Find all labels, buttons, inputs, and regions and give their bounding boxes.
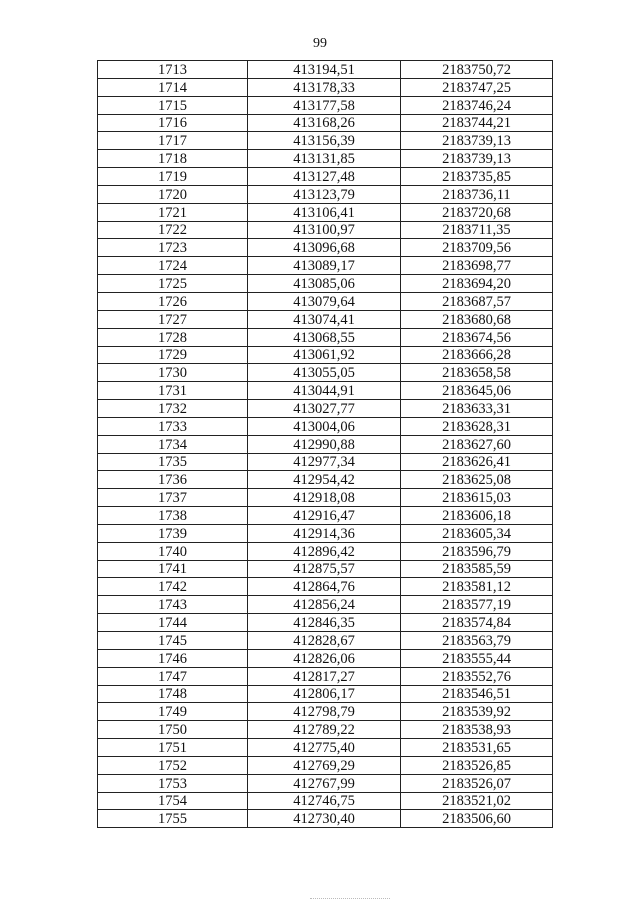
y-coordinate-cell: 2183658,58 xyxy=(401,364,553,382)
x-coordinate-cell: 413096,68 xyxy=(248,239,401,257)
table-row xyxy=(98,810,553,828)
x-coordinate-cell: 412875,57 xyxy=(248,560,401,578)
point-number-cell: 1740 xyxy=(98,542,248,560)
y-coordinate-cell: 2183531,65 xyxy=(401,739,553,757)
point-number-cell: 1749 xyxy=(98,703,248,721)
x-coordinate-cell: 413074,41 xyxy=(248,310,401,328)
y-coordinate-cell: 2183615,03 xyxy=(401,489,553,507)
x-coordinate-cell: 413068,55 xyxy=(248,328,401,346)
x-coordinate-cell: 413061,92 xyxy=(248,346,401,364)
x-coordinate-cell: 412767,99 xyxy=(248,774,401,792)
point-number-cell: 1731 xyxy=(98,382,248,400)
point-number-cell: 1746 xyxy=(98,649,248,667)
point-number-cell: 1735 xyxy=(98,453,248,471)
point-number-cell: 1734 xyxy=(98,435,248,453)
y-coordinate-cell: 2183605,34 xyxy=(401,524,553,542)
table-row xyxy=(98,756,553,774)
x-coordinate-cell: 412896,42 xyxy=(248,542,401,560)
y-coordinate-cell: 2183739,13 xyxy=(401,150,553,168)
x-coordinate-cell: 412954,42 xyxy=(248,471,401,489)
y-coordinate-cell: 2183539,92 xyxy=(401,703,553,721)
y-coordinate-cell: 2183552,76 xyxy=(401,667,553,685)
x-coordinate-cell: 412746,75 xyxy=(248,792,401,810)
x-coordinate-cell: 412856,24 xyxy=(248,596,401,614)
table-row xyxy=(98,346,553,364)
point-number-cell: 1748 xyxy=(98,685,248,703)
y-coordinate-cell: 2183574,84 xyxy=(401,614,553,632)
point-number-cell: 1755 xyxy=(98,810,248,828)
x-coordinate-cell: 413156,39 xyxy=(248,132,401,150)
table-row xyxy=(98,185,553,203)
y-coordinate-cell: 2183645,06 xyxy=(401,382,553,400)
x-coordinate-cell: 412846,35 xyxy=(248,614,401,632)
y-coordinate-cell: 2183746,24 xyxy=(401,96,553,114)
coordinates-table xyxy=(97,60,553,828)
point-number-cell: 1729 xyxy=(98,346,248,364)
point-number-cell: 1722 xyxy=(98,221,248,239)
y-coordinate-cell: 2183563,79 xyxy=(401,632,553,650)
point-number-cell: 1754 xyxy=(98,792,248,810)
point-number-cell: 1732 xyxy=(98,400,248,418)
y-coordinate-cell: 2183694,20 xyxy=(401,275,553,293)
y-coordinate-cell: 2183736,11 xyxy=(401,185,553,203)
y-coordinate-cell: 2183666,28 xyxy=(401,346,553,364)
point-number-cell: 1717 xyxy=(98,132,248,150)
x-coordinate-cell: 413178,33 xyxy=(248,78,401,96)
x-coordinate-cell: 412789,22 xyxy=(248,721,401,739)
table-row xyxy=(98,203,553,221)
x-coordinate-cell: 412828,67 xyxy=(248,632,401,650)
table-row xyxy=(98,739,553,757)
table-row xyxy=(98,114,553,132)
y-coordinate-cell: 2183526,85 xyxy=(401,756,553,774)
table-row xyxy=(98,560,553,578)
table-row xyxy=(98,61,553,79)
table-row xyxy=(98,489,553,507)
x-coordinate-cell: 413123,79 xyxy=(248,185,401,203)
x-coordinate-cell: 412769,29 xyxy=(248,756,401,774)
point-number-cell: 1716 xyxy=(98,114,248,132)
table-row xyxy=(98,96,553,114)
y-coordinate-cell: 2183709,56 xyxy=(401,239,553,257)
point-number-cell: 1742 xyxy=(98,578,248,596)
x-coordinate-cell: 413027,77 xyxy=(248,400,401,418)
x-coordinate-cell: 412990,88 xyxy=(248,435,401,453)
y-coordinate-cell: 2183577,19 xyxy=(401,596,553,614)
x-coordinate-cell: 413079,64 xyxy=(248,292,401,310)
y-coordinate-cell: 2183698,77 xyxy=(401,257,553,275)
table-row xyxy=(98,596,553,614)
table-row xyxy=(98,649,553,667)
x-coordinate-cell: 412864,76 xyxy=(248,578,401,596)
point-number-cell: 1750 xyxy=(98,721,248,739)
x-coordinate-cell: 412914,36 xyxy=(248,524,401,542)
point-number-cell: 1720 xyxy=(98,185,248,203)
x-coordinate-cell: 412730,40 xyxy=(248,810,401,828)
point-number-cell: 1723 xyxy=(98,239,248,257)
table-row xyxy=(98,168,553,186)
table-row xyxy=(98,721,553,739)
table-row xyxy=(98,239,553,257)
x-coordinate-cell: 413100,97 xyxy=(248,221,401,239)
x-coordinate-cell: 412806,17 xyxy=(248,685,401,703)
scan-artifact-line xyxy=(310,898,390,899)
point-number-cell: 1751 xyxy=(98,739,248,757)
point-number-cell: 1730 xyxy=(98,364,248,382)
y-coordinate-cell: 2183720,68 xyxy=(401,203,553,221)
point-number-cell: 1752 xyxy=(98,756,248,774)
x-coordinate-cell: 412775,40 xyxy=(248,739,401,757)
table-row xyxy=(98,774,553,792)
table-row xyxy=(98,132,553,150)
point-number-cell: 1725 xyxy=(98,275,248,293)
y-coordinate-cell: 2183555,44 xyxy=(401,649,553,667)
y-coordinate-cell: 2183628,31 xyxy=(401,417,553,435)
point-number-cell: 1736 xyxy=(98,471,248,489)
y-coordinate-cell: 2183596,79 xyxy=(401,542,553,560)
point-number-cell: 1739 xyxy=(98,524,248,542)
point-number-cell: 1724 xyxy=(98,257,248,275)
x-coordinate-cell: 413004,06 xyxy=(248,417,401,435)
table-row xyxy=(98,507,553,525)
y-coordinate-cell: 2183747,25 xyxy=(401,78,553,96)
x-coordinate-cell: 413106,41 xyxy=(248,203,401,221)
x-coordinate-cell: 412916,47 xyxy=(248,507,401,525)
table-row xyxy=(98,542,553,560)
point-number-cell: 1715 xyxy=(98,96,248,114)
y-coordinate-cell: 2183581,12 xyxy=(401,578,553,596)
y-coordinate-cell: 2183606,18 xyxy=(401,507,553,525)
table-row xyxy=(98,257,553,275)
point-number-cell: 1718 xyxy=(98,150,248,168)
y-coordinate-cell: 2183626,41 xyxy=(401,453,553,471)
table-row xyxy=(98,453,553,471)
x-coordinate-cell: 413055,05 xyxy=(248,364,401,382)
table-row xyxy=(98,328,553,346)
point-number-cell: 1738 xyxy=(98,507,248,525)
x-coordinate-cell: 413168,26 xyxy=(248,114,401,132)
point-number-cell: 1728 xyxy=(98,328,248,346)
page-number: 99 xyxy=(313,36,327,51)
x-coordinate-cell: 413127,48 xyxy=(248,168,401,186)
point-number-cell: 1721 xyxy=(98,203,248,221)
table-row xyxy=(98,78,553,96)
point-number-cell: 1726 xyxy=(98,292,248,310)
y-coordinate-cell: 2183506,60 xyxy=(401,810,553,828)
table-row xyxy=(98,614,553,632)
point-number-cell: 1733 xyxy=(98,417,248,435)
table-row xyxy=(98,400,553,418)
y-coordinate-cell: 2183687,57 xyxy=(401,292,553,310)
x-coordinate-cell: 413177,58 xyxy=(248,96,401,114)
y-coordinate-cell: 2183680,68 xyxy=(401,310,553,328)
y-coordinate-cell: 2183633,31 xyxy=(401,400,553,418)
table-row xyxy=(98,435,553,453)
point-number-cell: 1753 xyxy=(98,774,248,792)
x-coordinate-cell: 412826,06 xyxy=(248,649,401,667)
y-coordinate-cell: 2183711,35 xyxy=(401,221,553,239)
y-coordinate-cell: 2183750,72 xyxy=(401,61,553,79)
x-coordinate-cell: 412918,08 xyxy=(248,489,401,507)
table-row xyxy=(98,275,553,293)
table-row xyxy=(98,685,553,703)
table-row xyxy=(98,382,553,400)
table-row xyxy=(98,364,553,382)
y-coordinate-cell: 2183627,60 xyxy=(401,435,553,453)
y-coordinate-cell: 2183625,08 xyxy=(401,471,553,489)
table-row xyxy=(98,703,553,721)
x-coordinate-cell: 413194,51 xyxy=(248,61,401,79)
point-number-cell: 1745 xyxy=(98,632,248,650)
x-coordinate-cell: 413085,06 xyxy=(248,275,401,293)
point-number-cell: 1727 xyxy=(98,310,248,328)
point-number-cell: 1737 xyxy=(98,489,248,507)
point-number-cell: 1743 xyxy=(98,596,248,614)
coordinates-table-body xyxy=(98,61,553,828)
table-row xyxy=(98,578,553,596)
table-row xyxy=(98,524,553,542)
y-coordinate-cell: 2183735,85 xyxy=(401,168,553,186)
table-row xyxy=(98,150,553,168)
table-row xyxy=(98,417,553,435)
y-coordinate-cell: 2183546,51 xyxy=(401,685,553,703)
x-coordinate-cell: 413131,85 xyxy=(248,150,401,168)
table-row xyxy=(98,471,553,489)
y-coordinate-cell: 2183585,59 xyxy=(401,560,553,578)
x-coordinate-cell: 412977,34 xyxy=(248,453,401,471)
point-number-cell: 1713 xyxy=(98,61,248,79)
x-coordinate-cell: 413044,91 xyxy=(248,382,401,400)
y-coordinate-cell: 2183744,21 xyxy=(401,114,553,132)
point-number-cell: 1719 xyxy=(98,168,248,186)
point-number-cell: 1744 xyxy=(98,614,248,632)
x-coordinate-cell: 413089,17 xyxy=(248,257,401,275)
table-row xyxy=(98,221,553,239)
point-number-cell: 1741 xyxy=(98,560,248,578)
y-coordinate-cell: 2183674,56 xyxy=(401,328,553,346)
table-row xyxy=(98,632,553,650)
x-coordinate-cell: 412817,27 xyxy=(248,667,401,685)
table-row xyxy=(98,792,553,810)
y-coordinate-cell: 2183538,93 xyxy=(401,721,553,739)
x-coordinate-cell: 412798,79 xyxy=(248,703,401,721)
y-coordinate-cell: 2183521,02 xyxy=(401,792,553,810)
table-row xyxy=(98,292,553,310)
y-coordinate-cell: 2183739,13 xyxy=(401,132,553,150)
y-coordinate-cell: 2183526,07 xyxy=(401,774,553,792)
table-row xyxy=(98,667,553,685)
point-number-cell: 1714 xyxy=(98,78,248,96)
table-row xyxy=(98,310,553,328)
point-number-cell: 1747 xyxy=(98,667,248,685)
